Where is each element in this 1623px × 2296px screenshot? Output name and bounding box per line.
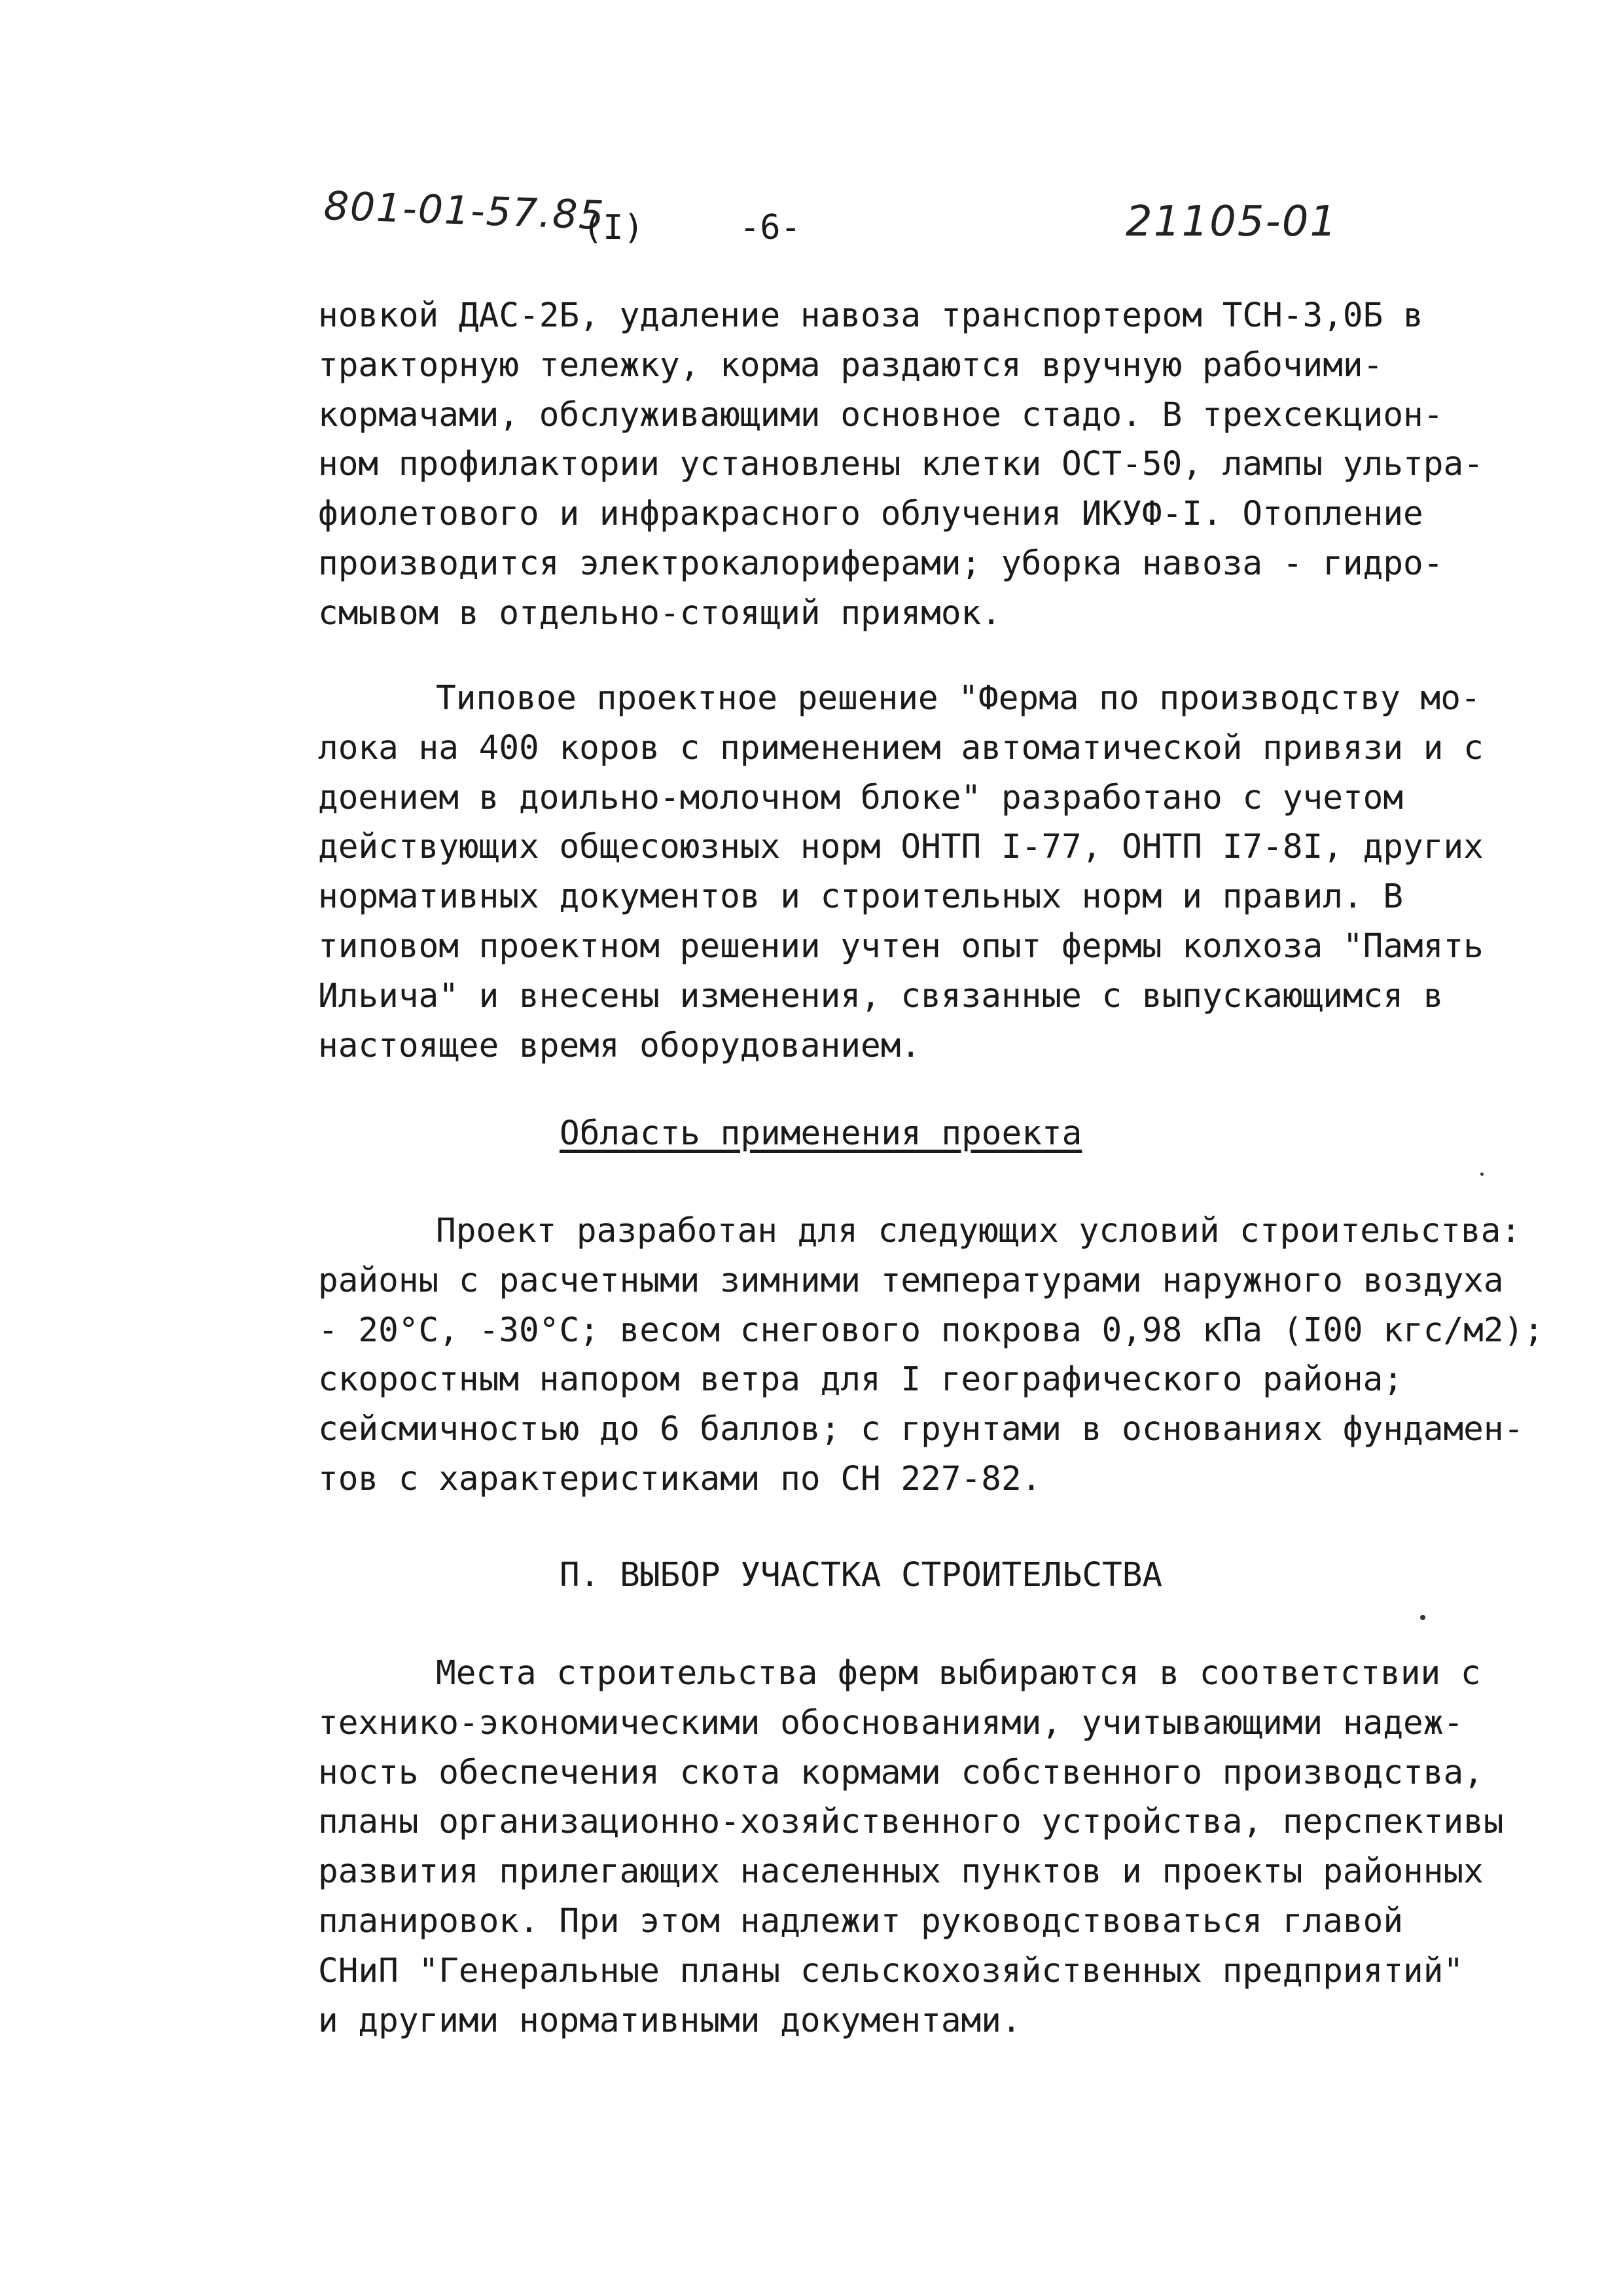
text-line: настоящее время оборудованием. — [318, 1026, 921, 1065]
text-line: нормативных документов и строительных норм и правил. В — [318, 877, 1404, 917]
text-line: Типовое проектное решение "Ферма по производству мо- — [436, 679, 1481, 718]
text-line: Места строительства ферм выбираются в соответствии с — [436, 1654, 1481, 1693]
text-line: скоростным напором ветра для I географического района; — [318, 1360, 1404, 1400]
scan-speck — [1480, 1173, 1484, 1176]
paragraph-1 — [318, 291, 1561, 639]
part-number: (I) — [582, 208, 644, 247]
text-line: Проект разработан для следующих условий строительства: — [436, 1212, 1522, 1250]
paragraph-2 — [318, 674, 1561, 1070]
paragraph-3 — [318, 1207, 1561, 1504]
text-line: технико-экономическими обоснованиями, учитывающими надеж- — [318, 1703, 1464, 1742]
doc-code-right: 21105-01 — [1126, 198, 1338, 246]
text-line: и другими нормативными документами. — [318, 2001, 1022, 2040]
text-line: новкой ДАС-2Б, удаление навоза транспортером ТСН-3,0Б в — [318, 296, 1423, 335]
text-line: планировок. При этом надлежит руководствоваться главой — [318, 1901, 1404, 1941]
text-line: тов с характеристиками по СН 227-82. — [318, 1459, 1042, 1498]
text-line: смывом в отдельно-стоящий приямок. — [318, 593, 1001, 633]
text-line: лока на 400 коров с применением автоматической привязи и с — [318, 728, 1484, 768]
page-number: -6- — [740, 208, 801, 247]
text-line: сейсмичностью до 6 баллов; с грунтами в основаниях фундамен- — [318, 1410, 1524, 1449]
text-line: доением в доильно-молочном блоке" разработано с учетом — [318, 778, 1404, 817]
section-heading-site-selection: П. ВЫБОР УЧАСТКА СТРОИТЕЛЬСТВА — [560, 1556, 1163, 1595]
text-line: действующих общесоюзных норм ОНТП I-77, ОНТП I7-8I, других — [318, 828, 1484, 867]
text-line: ность обеспечения скота кормами собственного производства, — [318, 1753, 1484, 1792]
text-line: развития прилегающих населенных пунктов и проекты районных — [318, 1852, 1484, 1892]
text-line: СНиП "Генеральные планы сельскохозяйственных предприятий" — [318, 1951, 1464, 1990]
text-line: тракторную тележку, корма раздаются вручную рабочими- — [318, 345, 1383, 385]
scan-speck — [1420, 1615, 1425, 1620]
text-line: планы организационно-хозяйственного устройства, перспективы — [318, 1803, 1504, 1842]
paragraph-4 — [318, 1649, 1561, 2045]
text-line: ном профилактории установлены клетки ОСТ-50, лампы ультра- — [318, 445, 1484, 484]
text-line: Ильича" и внесены изменения, связанные с выпускающимся в — [318, 976, 1444, 1016]
section-heading-scope: Область применения проекта — [560, 1114, 1082, 1153]
text-line: типовом проектном решении учтен опыт фермы колхоза "Память — [318, 927, 1484, 966]
text-line: производится электрокалориферами; уборка навоза - гидро- — [318, 544, 1444, 583]
text-line: фиолетового и инфракрасного облучения ИКУФ-I. Отопление — [318, 495, 1423, 534]
text-line: кормачами, обслуживающими основное стадо. В трехсекцион- — [318, 395, 1444, 434]
text-line: районы с расчетными зимними температурами наружного воздуха — [318, 1261, 1504, 1300]
doc-code-left: 801-01-57.85 — [323, 183, 606, 239]
text-line: - 20°С, -30°С; весом снегового покрова 0,98 кПа (I00 кгс/м2); — [318, 1311, 1544, 1350]
